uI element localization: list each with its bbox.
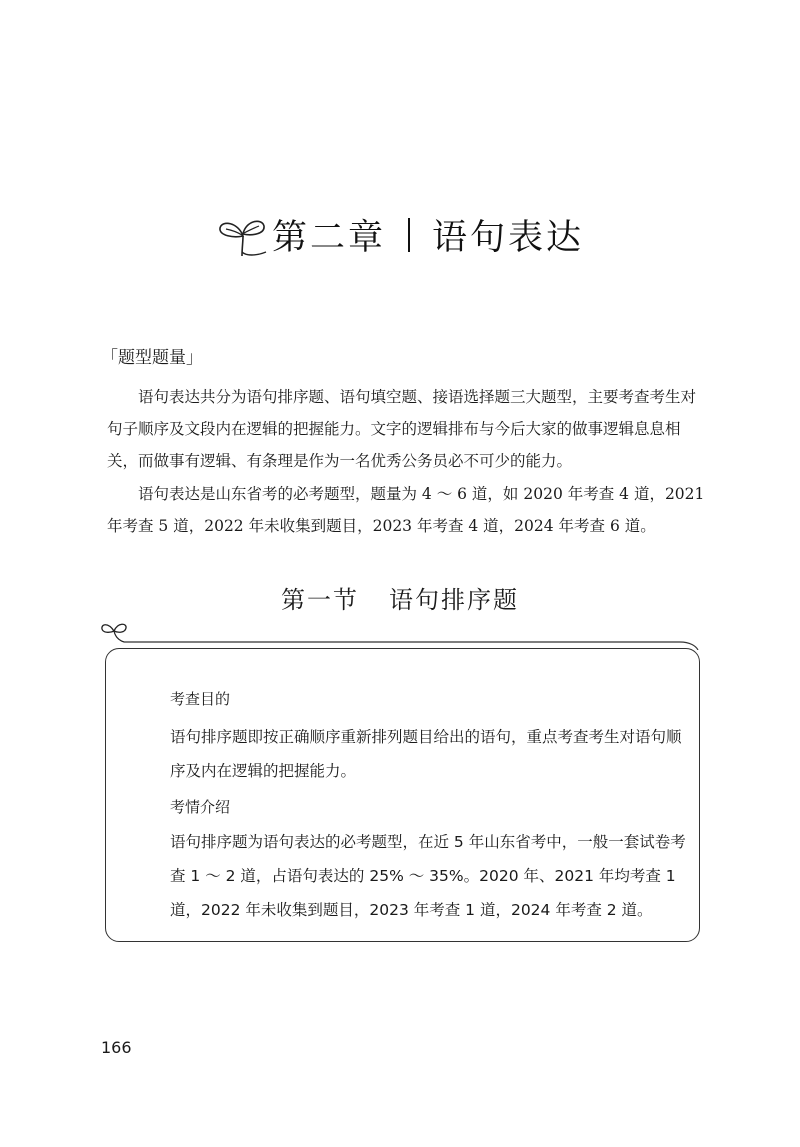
subsection-number: 第一节 [281, 586, 359, 614]
subsection-name: 语句排序题 [389, 586, 519, 614]
title-divider [408, 218, 410, 252]
section-heading [101, 343, 203, 368]
page-number: 166 [101, 1038, 132, 1057]
intro-paragraph: 语句表达共分为语句排序题、语句填空题、接语选择题三大题型，主要考查考生对句子顺序及文段内在逻辑的把握能力。文字的逻辑排布与今后大家的做事逻辑息息相关，而做事有逻辑、有条理是作为一名优秀公务员必不可少的能力。 [107, 388, 697, 470]
sprout-icon [216, 212, 268, 258]
question-count-paragraph: 语句表达是山东省考的必考题型，题量为 4 ～ 6 道，如 2020 年考查 4 道，2021 年考查 5 道，2022 年未收集到题目，2023 年考查 4 道，2024 年考查 6 道。 [107, 485, 705, 535]
chapter-name: 语句表达 [432, 218, 585, 258]
chapter-title [216, 195, 584, 275]
sprout-icon [102, 624, 126, 642]
box-label-purpose: 考查目的 [170, 690, 231, 708]
heading-bracket-open: 「 [101, 348, 118, 368]
heading-text: 题型题量 [118, 348, 186, 368]
heading-bracket-close: 」 [186, 348, 203, 368]
chapter-number: 第二章 [272, 218, 387, 258]
section-divider [100, 618, 700, 650]
box-label-overview: 考情介绍 [170, 798, 231, 816]
box-overview-paragraph: 语句排序题为语句表达的必考题型，在近 5 年山东省考中，一般一套试卷考查 1 ～ 2 道，占语句表达的 25% ～ 35%。2020 年、2021 年均考查 1 道，2022 年未收集到题目，2023 年考查 1 道，2024 年考查 2 道。 [170, 833, 686, 919]
subsection-title [0, 580, 800, 615]
box-purpose-paragraph: 语句排序题即按正确顺序重新排列题目给出的语句，重点考查考生对语句顺序及内在逻辑的把握能力。 [170, 728, 682, 780]
